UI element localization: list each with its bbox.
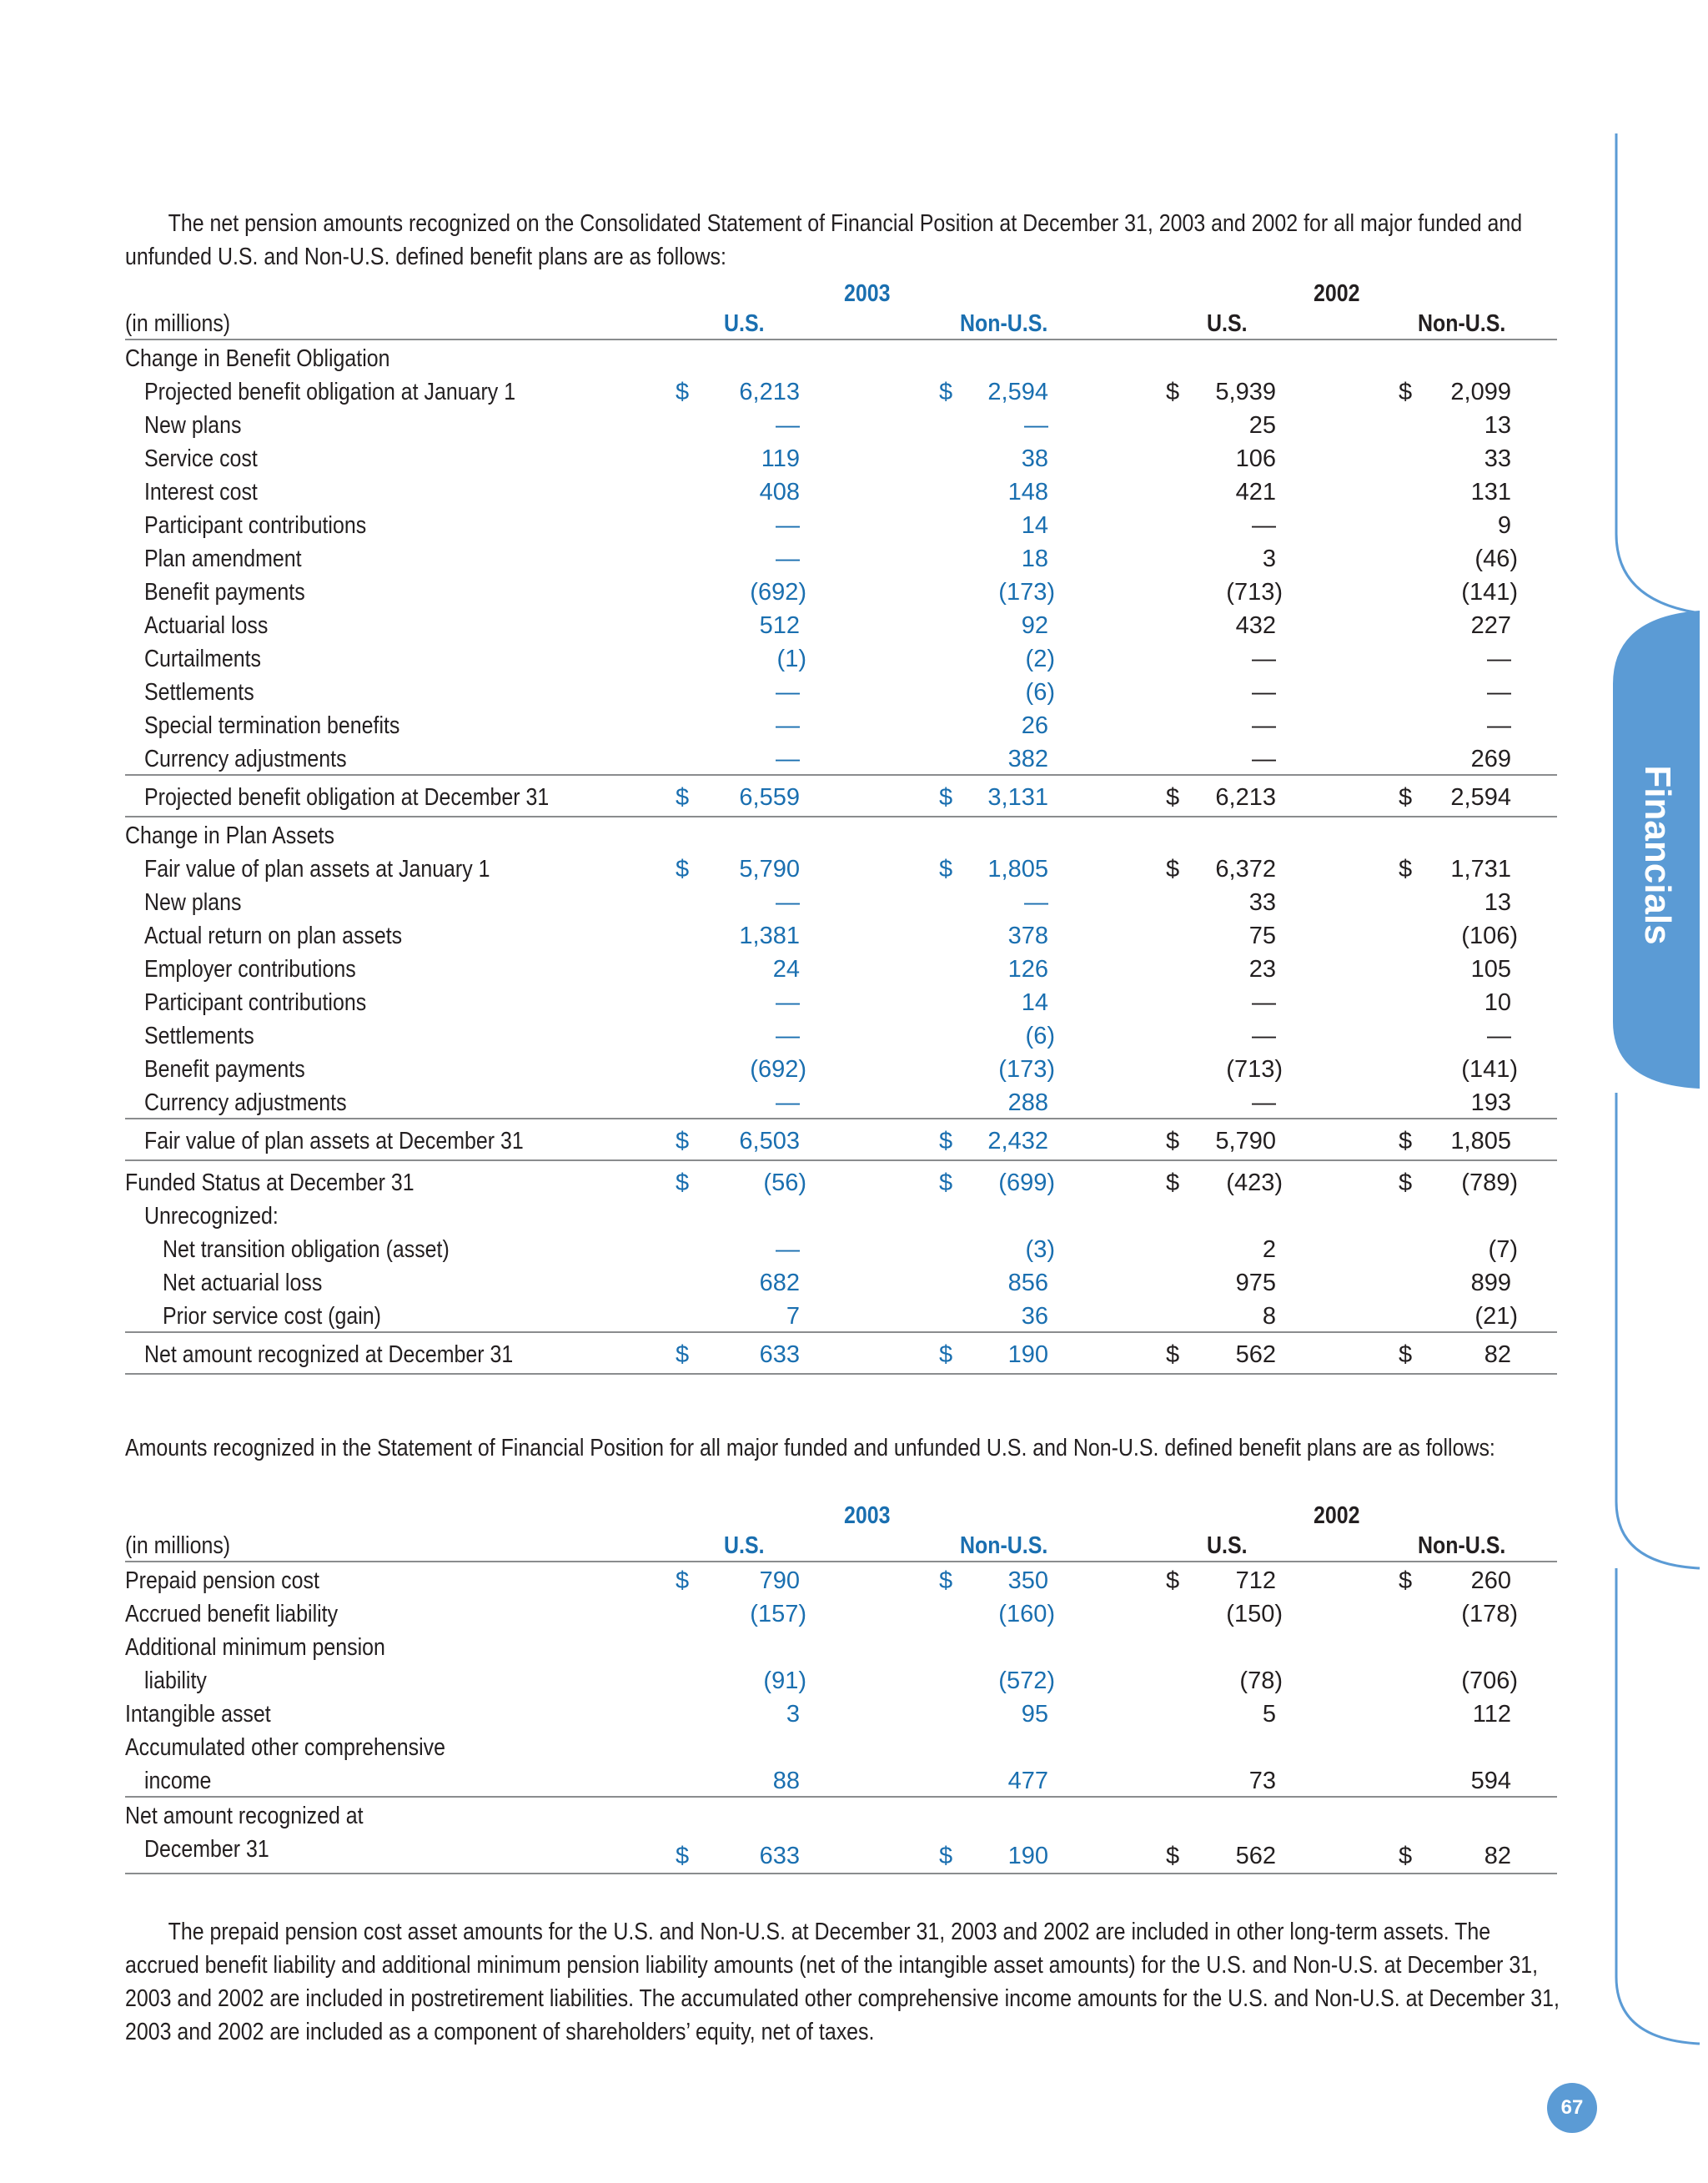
value-cell: 131 bbox=[1470, 479, 1511, 506]
value-cell: 1,805 bbox=[987, 856, 1048, 883]
value-cell: 269 bbox=[1470, 746, 1511, 772]
currency-sign: $ bbox=[1166, 1341, 1180, 1368]
value-cell: — bbox=[1487, 679, 1511, 706]
value-cell: 1,731 bbox=[1450, 856, 1511, 883]
table-row bbox=[125, 574, 1557, 607]
value-cell: 33 bbox=[1248, 889, 1276, 916]
section-heading bbox=[125, 340, 1557, 374]
table-row bbox=[125, 1265, 1557, 1298]
currency-sign: $ bbox=[676, 1341, 690, 1368]
value-cell: — bbox=[776, 412, 800, 439]
currency-sign: $ bbox=[1166, 856, 1180, 883]
row-label: Participant contributions bbox=[144, 989, 367, 1016]
value-cell: 260 bbox=[1470, 1567, 1511, 1594]
value-cell: 1,381 bbox=[739, 923, 800, 949]
col-nonus-2003: Non-U.S. bbox=[960, 1532, 1048, 1559]
value-cell: (21) bbox=[1474, 1303, 1518, 1330]
row-label: Special termination benefits bbox=[144, 712, 400, 739]
table-rule bbox=[125, 1373, 1557, 1375]
row-label: Fair value of plan assets at January 1 bbox=[144, 856, 490, 883]
currency-sign: $ bbox=[1166, 784, 1180, 811]
value-cell: 421 bbox=[1235, 479, 1276, 506]
value-cell: 2 bbox=[1262, 1236, 1276, 1263]
value-cell: 633 bbox=[759, 1843, 800, 1869]
row-label: Prior service cost (gain) bbox=[163, 1303, 381, 1330]
col-nonus-2002: Non-U.S. bbox=[1418, 1532, 1506, 1559]
value-cell: 105 bbox=[1470, 956, 1511, 983]
value-cell: (46) bbox=[1474, 546, 1518, 572]
row-label: Intangible asset bbox=[125, 1701, 271, 1728]
table-row bbox=[125, 507, 1557, 541]
value-cell: 148 bbox=[1007, 479, 1048, 506]
value-cell: 82 bbox=[1484, 1341, 1511, 1368]
year-2003: 2003 bbox=[844, 280, 891, 307]
row-label: Projected benefit obligation at December 31 bbox=[144, 784, 550, 811]
col-nonus-2003: Non-U.S. bbox=[960, 310, 1048, 337]
currency-sign: $ bbox=[1399, 1169, 1413, 1196]
table-row bbox=[125, 1231, 1557, 1265]
table-row bbox=[125, 1729, 1557, 1796]
units-label: (in millions) bbox=[125, 1532, 231, 1559]
value-cell: 5,790 bbox=[1215, 1128, 1276, 1154]
value-cell: 8 bbox=[1262, 1303, 1276, 1330]
section-tab-financials[interactable] bbox=[1628, 751, 1686, 959]
currency-sign: $ bbox=[1399, 379, 1413, 405]
row-label: Participant contributions bbox=[144, 512, 367, 539]
value-cell: 2,432 bbox=[987, 1128, 1048, 1154]
value-cell: 2,594 bbox=[987, 379, 1048, 405]
amounts-table bbox=[125, 1496, 1557, 1874]
row-label: Curtailments bbox=[144, 646, 261, 672]
unrecognized-label: Unrecognized: bbox=[144, 1203, 279, 1230]
value-cell: — bbox=[776, 679, 800, 706]
value-cell: 23 bbox=[1248, 956, 1276, 983]
value-cell: 126 bbox=[1007, 956, 1048, 983]
currency-sign: $ bbox=[1166, 1843, 1180, 1869]
value-cell: (157) bbox=[750, 1601, 806, 1627]
value-cell: (150) bbox=[1226, 1601, 1283, 1627]
currency-sign: $ bbox=[676, 379, 690, 405]
value-cell: — bbox=[1487, 712, 1511, 739]
value-cell: — bbox=[1252, 712, 1276, 739]
value-cell: — bbox=[776, 512, 800, 539]
table-row bbox=[125, 1084, 1557, 1118]
currency-sign: $ bbox=[676, 1843, 690, 1869]
value-cell: 5,790 bbox=[739, 856, 800, 883]
value-cell: — bbox=[1252, 1089, 1276, 1116]
value-cell: 10 bbox=[1484, 989, 1511, 1016]
value-cell: 7 bbox=[786, 1303, 800, 1330]
value-cell: (572) bbox=[998, 1667, 1055, 1694]
row-label: Accumulated other comprehensive bbox=[125, 1734, 446, 1761]
value-cell: 82 bbox=[1484, 1843, 1511, 1869]
value-cell: — bbox=[1252, 512, 1276, 539]
row-label: Employer contributions bbox=[144, 956, 356, 983]
row-label: Actuarial loss bbox=[144, 612, 269, 639]
total-row bbox=[125, 1333, 1557, 1373]
value-cell: 408 bbox=[759, 479, 800, 506]
currency-sign: $ bbox=[1166, 1169, 1180, 1196]
row-label: Funded Status at December 31 bbox=[125, 1169, 414, 1196]
value-cell: 682 bbox=[759, 1270, 800, 1296]
value-cell: — bbox=[1252, 989, 1276, 1016]
currency-sign: $ bbox=[676, 1128, 690, 1154]
value-cell: 633 bbox=[759, 1341, 800, 1368]
value-cell: (789) bbox=[1461, 1169, 1518, 1196]
row-label: Actual return on plan assets bbox=[144, 923, 403, 949]
table-row bbox=[125, 741, 1557, 774]
row-label: Currency adjustments bbox=[144, 1089, 347, 1116]
funded-status-row bbox=[125, 1161, 1557, 1198]
table-row bbox=[125, 984, 1557, 1018]
value-cell: 790 bbox=[759, 1567, 800, 1594]
section-title: Change in Plan Assets bbox=[125, 822, 334, 849]
value-cell: 18 bbox=[1021, 546, 1048, 572]
table-row bbox=[125, 607, 1557, 641]
value-cell: (699) bbox=[998, 1169, 1055, 1196]
row-label: Benefit payments bbox=[144, 579, 305, 606]
row-label: New plans bbox=[144, 412, 242, 439]
currency-sign: $ bbox=[939, 1128, 953, 1154]
value-cell: 6,213 bbox=[1215, 784, 1276, 811]
table-row bbox=[125, 1696, 1557, 1729]
value-cell: — bbox=[776, 1089, 800, 1116]
value-cell: — bbox=[1252, 646, 1276, 672]
value-cell: 92 bbox=[1021, 612, 1048, 639]
table-row bbox=[125, 474, 1557, 507]
value-cell: 856 bbox=[1007, 1270, 1048, 1296]
row-label: Net transition obligation (asset) bbox=[163, 1236, 450, 1263]
value-cell: 33 bbox=[1484, 445, 1511, 472]
value-cell: (141) bbox=[1461, 1056, 1518, 1083]
value-cell: 75 bbox=[1248, 923, 1276, 949]
row-label: Plan amendment bbox=[144, 546, 302, 572]
currency-sign: $ bbox=[1166, 1567, 1180, 1594]
currency-sign: $ bbox=[1166, 379, 1180, 405]
currency-sign: $ bbox=[939, 1567, 953, 1594]
currency-sign: $ bbox=[939, 1341, 953, 1368]
intro-paragraph: The net pension amounts recognized on the Consolidated Statement of Financial Position at December 31, 2003 and 2002 for all major funded and unfunded U.S. and Non-U.S. defined benefit plans are as follows: bbox=[125, 210, 1523, 270]
row-label: Prepaid pension cost bbox=[125, 1567, 319, 1594]
row-label-continued: liability bbox=[144, 1667, 207, 1694]
value-cell: 227 bbox=[1470, 612, 1511, 639]
value-cell: 712 bbox=[1235, 1567, 1276, 1594]
table-row bbox=[125, 541, 1557, 574]
value-cell: (713) bbox=[1226, 1056, 1283, 1083]
value-cell: 594 bbox=[1470, 1768, 1511, 1794]
currency-sign: $ bbox=[1399, 784, 1413, 811]
col-nonus-2002: Non-U.S. bbox=[1418, 310, 1506, 337]
table-row bbox=[125, 674, 1557, 707]
value-cell: 73 bbox=[1248, 1768, 1276, 1794]
value-cell: 512 bbox=[759, 612, 800, 639]
value-cell: — bbox=[776, 1023, 800, 1049]
units-label: (in millions) bbox=[125, 310, 231, 337]
table-row bbox=[125, 851, 1557, 884]
col-us-2002: U.S. bbox=[1207, 1532, 1248, 1559]
value-cell: 6,559 bbox=[739, 784, 800, 811]
value-cell: 3 bbox=[1262, 546, 1276, 572]
col-us-2003: U.S. bbox=[724, 310, 765, 337]
value-cell: 378 bbox=[1007, 923, 1048, 949]
year-2002: 2002 bbox=[1314, 280, 1360, 307]
value-cell: — bbox=[1024, 889, 1048, 916]
value-cell: — bbox=[776, 746, 800, 772]
value-cell: (173) bbox=[998, 579, 1055, 606]
table-row bbox=[125, 1298, 1557, 1331]
value-cell: 112 bbox=[1472, 1701, 1511, 1728]
value-cell: (3) bbox=[1025, 1236, 1055, 1263]
row-label: Projected benefit obligation at January 1 bbox=[144, 379, 516, 405]
row-label: Accrued benefit liability bbox=[125, 1601, 339, 1627]
currency-sign: $ bbox=[1399, 1843, 1413, 1869]
row-label: Settlements bbox=[144, 679, 254, 706]
row-label: Fair value of plan assets at December 31 bbox=[144, 1128, 524, 1154]
value-cell: 432 bbox=[1235, 612, 1276, 639]
value-cell: 13 bbox=[1484, 412, 1511, 439]
side-tab-decoration bbox=[1601, 0, 1708, 2183]
value-cell: 382 bbox=[1007, 746, 1048, 772]
currency-sign: $ bbox=[1166, 1128, 1180, 1154]
value-cell: (713) bbox=[1226, 579, 1283, 606]
value-cell: — bbox=[776, 989, 800, 1016]
value-cell: 562 bbox=[1235, 1843, 1276, 1869]
value-cell: (6) bbox=[1025, 1023, 1055, 1049]
row-label: New plans bbox=[144, 889, 242, 916]
value-cell: 119 bbox=[761, 445, 800, 472]
value-cell: 38 bbox=[1021, 445, 1048, 472]
value-cell: (160) bbox=[998, 1601, 1055, 1627]
row-label: Service cost bbox=[144, 445, 258, 472]
value-cell: (56) bbox=[763, 1169, 806, 1196]
row-label-continued: December 31 bbox=[144, 1836, 269, 1863]
value-cell: (178) bbox=[1461, 1601, 1518, 1627]
value-cell: (692) bbox=[750, 579, 806, 606]
value-cell: 477 bbox=[1007, 1768, 1048, 1794]
value-cell: (2) bbox=[1025, 646, 1055, 672]
value-cell: 25 bbox=[1248, 412, 1276, 439]
table-row bbox=[125, 707, 1557, 741]
table-row bbox=[125, 440, 1557, 474]
currency-sign: $ bbox=[1399, 1567, 1413, 1594]
value-cell: — bbox=[1252, 1023, 1276, 1049]
table-row bbox=[125, 1629, 1557, 1696]
value-cell: 5 bbox=[1262, 1701, 1276, 1728]
year-2002: 2002 bbox=[1314, 1502, 1360, 1529]
value-cell: 3,131 bbox=[987, 784, 1048, 811]
row-label: Settlements bbox=[144, 1023, 254, 1049]
value-cell: (6) bbox=[1025, 679, 1055, 706]
value-cell: 350 bbox=[1007, 1567, 1048, 1594]
value-cell: (692) bbox=[750, 1056, 806, 1083]
value-cell: 88 bbox=[772, 1768, 800, 1794]
outro-paragraph: The prepaid pension cost asset amounts for the U.S. and Non-U.S. at December 31, 2003 and 2002 are included in other long-term assets. The accrued benefit liability and additional minimum pension liability amounts (net of the intangible asset amounts) for the U.S. and Non-U.S. at December 31, 2003 and 2002 are included in postretirement liabilities. The accumulated other comprehensive income amounts for the U.S. and Non-U.S. at December 31, 2003 and 2002 are included as a component of shareholders’ equity, net of taxes. bbox=[125, 1919, 1560, 2045]
table-row bbox=[125, 918, 1557, 951]
currency-sign: $ bbox=[939, 1169, 953, 1196]
value-cell: (423) bbox=[1226, 1169, 1283, 1196]
value-cell: 190 bbox=[1007, 1843, 1048, 1869]
value-cell: 5,939 bbox=[1215, 379, 1276, 405]
value-cell: 288 bbox=[1007, 1089, 1048, 1116]
value-cell: — bbox=[776, 546, 800, 572]
total-row bbox=[125, 1119, 1557, 1159]
value-cell: 9 bbox=[1497, 512, 1511, 539]
value-cell: — bbox=[1252, 679, 1276, 706]
currency-sign: $ bbox=[1399, 856, 1413, 883]
table-row bbox=[125, 374, 1557, 407]
table-row bbox=[125, 884, 1557, 918]
table-row bbox=[125, 407, 1557, 440]
year-2003: 2003 bbox=[844, 1502, 891, 1529]
pension-table bbox=[125, 274, 1557, 1375]
value-cell: — bbox=[1487, 1023, 1511, 1049]
row-label: Net amount recognized at bbox=[125, 1803, 364, 1829]
row-label: Net amount recognized at December 31 bbox=[144, 1341, 514, 1368]
currency-sign: $ bbox=[676, 1567, 690, 1594]
table-row bbox=[125, 951, 1557, 984]
table-row bbox=[125, 1018, 1557, 1051]
value-cell: 562 bbox=[1235, 1341, 1276, 1368]
value-cell: 193 bbox=[1470, 1089, 1511, 1116]
value-cell: 14 bbox=[1021, 512, 1048, 539]
total-row bbox=[125, 1798, 1557, 1873]
value-cell: 14 bbox=[1021, 989, 1048, 1016]
col-us-2002: U.S. bbox=[1207, 310, 1248, 337]
value-cell: 95 bbox=[1021, 1701, 1048, 1728]
value-cell: (91) bbox=[763, 1667, 806, 1694]
table-row bbox=[125, 641, 1557, 674]
row-label: Interest cost bbox=[144, 479, 258, 506]
currency-sign: $ bbox=[939, 784, 953, 811]
value-cell: 975 bbox=[1235, 1270, 1276, 1296]
value-cell: 6,213 bbox=[739, 379, 800, 405]
value-cell: — bbox=[1252, 746, 1276, 772]
currency-sign: $ bbox=[939, 1843, 953, 1869]
section-heading bbox=[125, 1198, 1557, 1231]
row-label: Additional minimum pension bbox=[125, 1634, 385, 1661]
currency-sign: $ bbox=[676, 784, 690, 811]
table-rule bbox=[125, 1873, 1557, 1874]
value-cell: (78) bbox=[1239, 1667, 1283, 1694]
currency-sign: $ bbox=[939, 856, 953, 883]
value-cell: 2,099 bbox=[1450, 379, 1511, 405]
table-row bbox=[125, 1596, 1557, 1629]
value-cell: 190 bbox=[1007, 1341, 1048, 1368]
section-title: Change in Benefit Obligation bbox=[125, 345, 390, 372]
value-cell: — bbox=[776, 712, 800, 739]
value-cell: (7) bbox=[1488, 1236, 1518, 1263]
page-number: 67 bbox=[1547, 2083, 1597, 2133]
value-cell: 13 bbox=[1484, 889, 1511, 916]
value-cell: — bbox=[776, 1236, 800, 1263]
total-row bbox=[125, 776, 1557, 816]
value-cell: 6,503 bbox=[739, 1128, 800, 1154]
currency-sign: $ bbox=[676, 1169, 690, 1196]
row-label: Currency adjustments bbox=[144, 746, 347, 772]
value-cell: (173) bbox=[998, 1056, 1055, 1083]
value-cell: 24 bbox=[772, 956, 800, 983]
row-label: Net actuarial loss bbox=[163, 1270, 323, 1296]
table-row bbox=[125, 1051, 1557, 1084]
value-cell: — bbox=[1487, 646, 1511, 672]
value-cell: — bbox=[776, 889, 800, 916]
row-label: Benefit payments bbox=[144, 1056, 305, 1083]
value-cell: (106) bbox=[1461, 923, 1518, 949]
table-row bbox=[125, 1562, 1557, 1596]
value-cell: (706) bbox=[1461, 1667, 1518, 1694]
value-cell: 899 bbox=[1470, 1270, 1511, 1296]
value-cell: 36 bbox=[1021, 1303, 1048, 1330]
col-us-2003: U.S. bbox=[724, 1532, 765, 1559]
value-cell: 3 bbox=[786, 1701, 800, 1728]
value-cell: 1,805 bbox=[1450, 1128, 1511, 1154]
section-tab-label: Financials bbox=[1637, 765, 1678, 945]
value-cell: (141) bbox=[1461, 579, 1518, 606]
value-cell: 6,372 bbox=[1215, 856, 1276, 883]
value-cell: 106 bbox=[1235, 445, 1276, 472]
row-label-continued: income bbox=[144, 1768, 212, 1794]
between-paragraph: Amounts recognized in the Statement of Financial Position for all major funded and unfunded U.S. and Non-U.S. defined benefit plans are as follows: bbox=[125, 1435, 1495, 1461]
currency-sign: $ bbox=[1399, 1128, 1413, 1154]
value-cell: (1) bbox=[776, 646, 806, 672]
section-heading bbox=[125, 817, 1557, 851]
currency-sign: $ bbox=[1399, 1341, 1413, 1368]
value-cell: — bbox=[1024, 412, 1048, 439]
currency-sign: $ bbox=[676, 856, 690, 883]
currency-sign: $ bbox=[939, 379, 953, 405]
value-cell: 26 bbox=[1021, 712, 1048, 739]
value-cell: 2,594 bbox=[1450, 784, 1511, 811]
